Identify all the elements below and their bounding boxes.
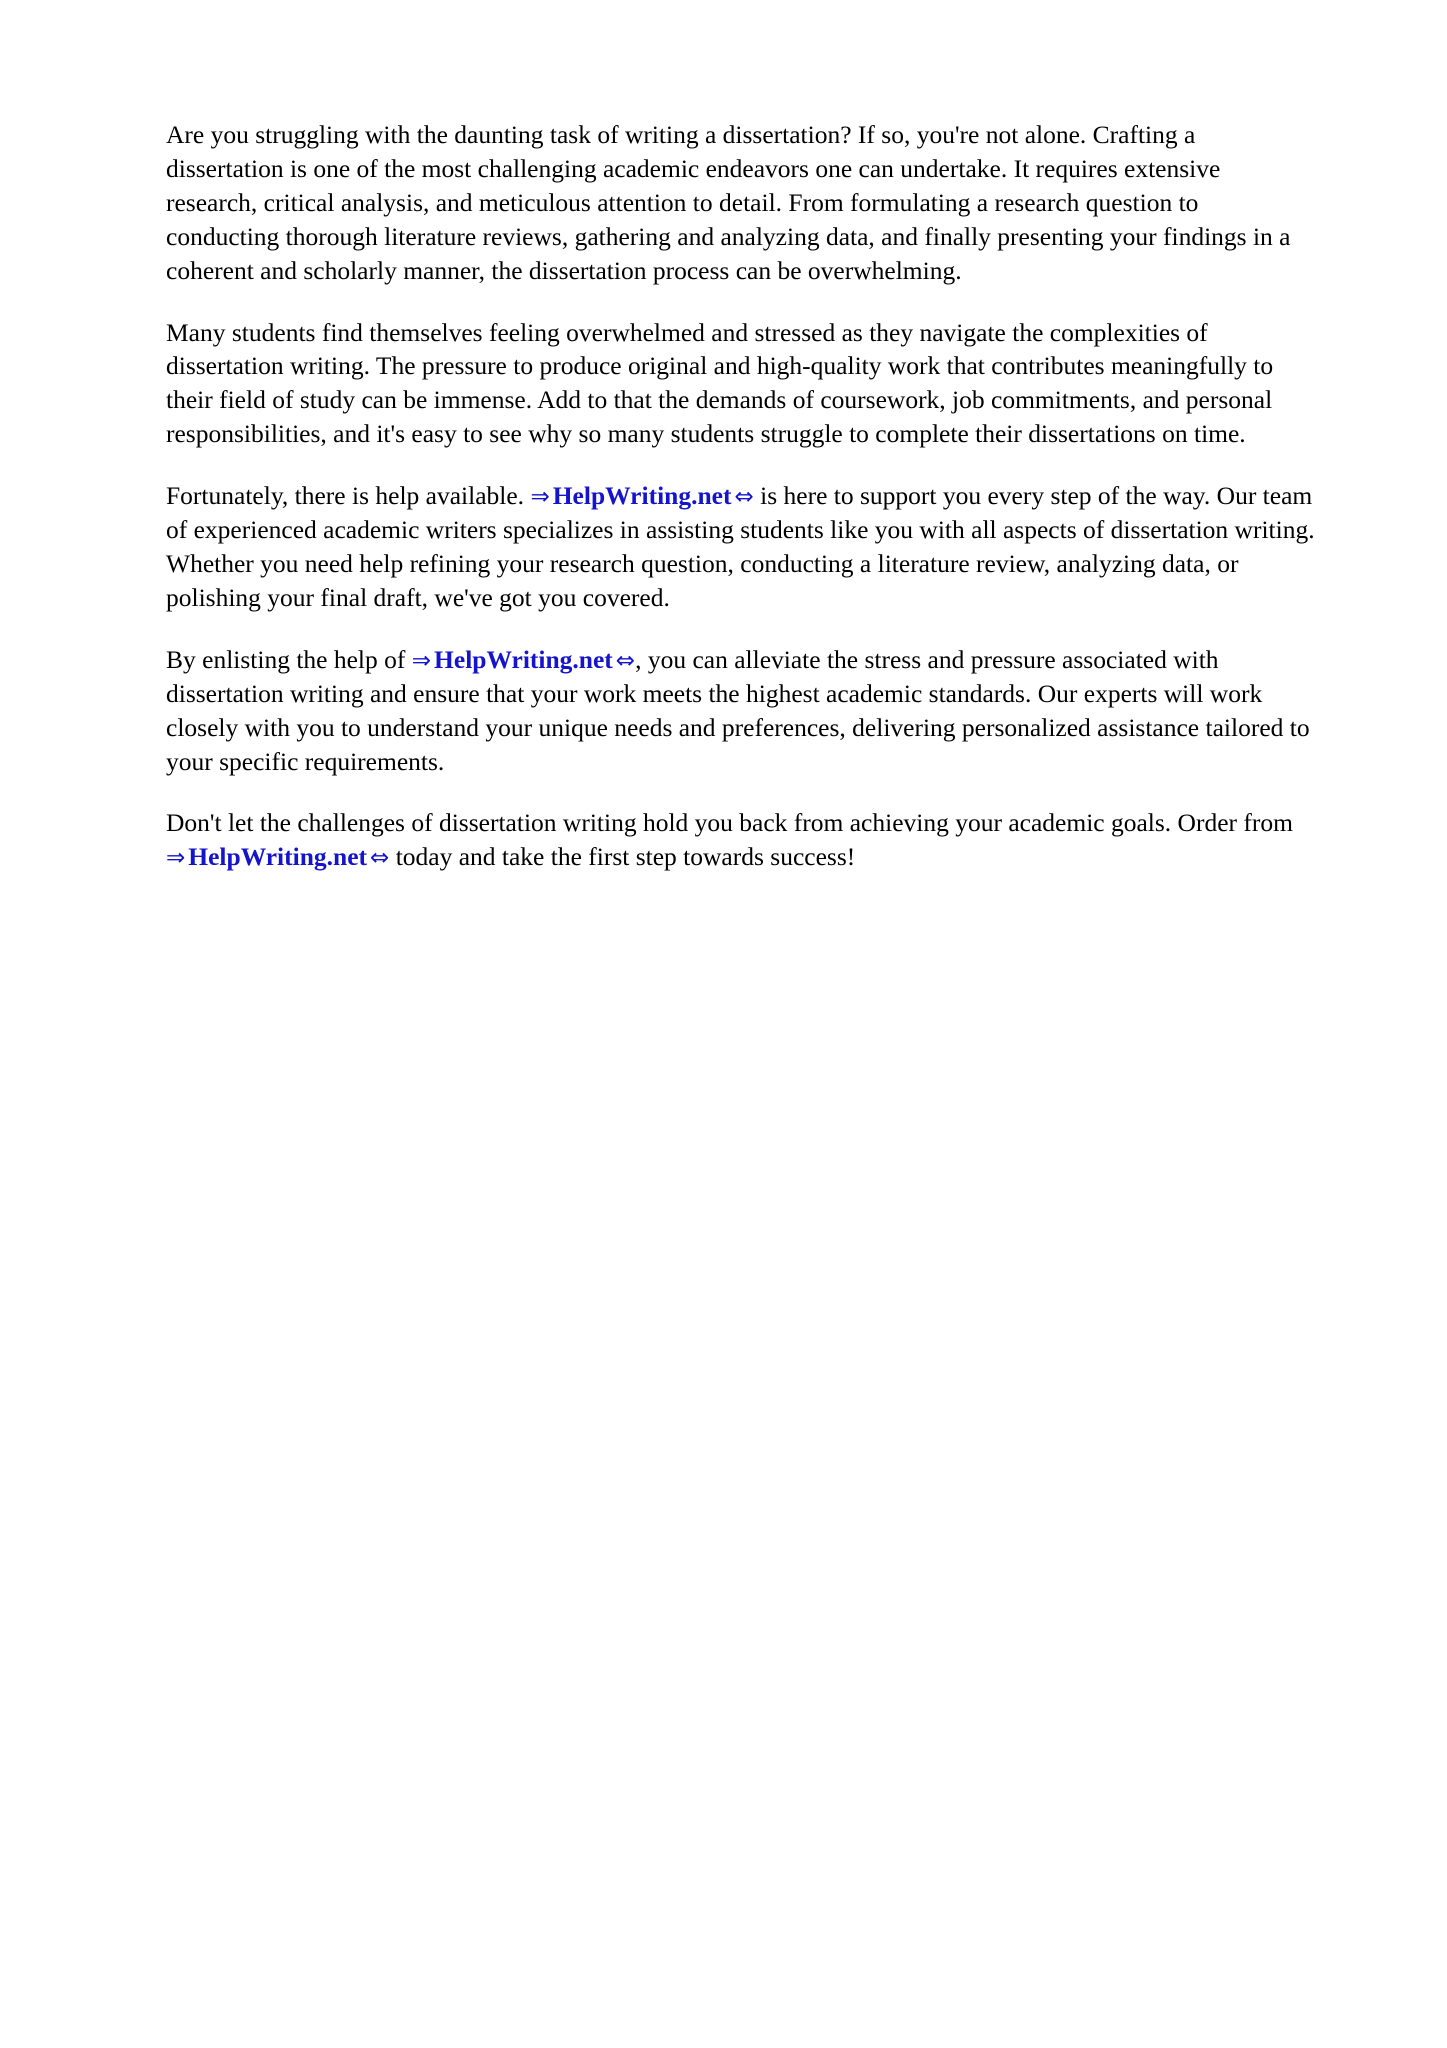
paragraph-1-text: Are you struggling with the daunting task of writing a dissertation? If so, you're not alone. Crafting a dissertation is one of the most challenging academic endeavors one can undertake. It requires extensive research, critical analysis, and meticulous attention to detail. From formulating a research question to conducting thorough literature reviews, gathering and analyzing data, and finally presenting your findings in a coherent and scholarly manner, the dissertation process can be overwhelming.	[166, 120, 1291, 285]
paragraph-5	[166, 806, 1316, 874]
document-body	[166, 118, 1316, 874]
paragraph-2	[166, 316, 1316, 452]
paragraph-5-text-before: Don't let the challenges of dissertation writing hold you back from achieving your academic goals. Order from	[166, 808, 1293, 838]
double-arrow-left-right-icon: ⇔	[370, 845, 390, 872]
paragraph-3	[166, 479, 1316, 615]
paragraph-3-text-after: is here to support you every step of the way. Our team of experienced academic writers specializes in assisting students like you with all aspects of dissertation writing. Whether you need help refining your research question, conducting a literature review, analyzing data, or polishing your final draft, we've got you covered.	[166, 481, 1315, 612]
paragraph-4	[166, 643, 1316, 779]
helpwriting-link[interactable]: HelpWriting.net	[552, 481, 732, 511]
helpwriting-link[interactable]: HelpWriting.net	[188, 842, 368, 872]
double-arrow-left-right-icon: ⇔	[734, 484, 754, 511]
paragraph-3-text-before: Fortunately, there is help available.	[166, 481, 531, 511]
paragraph-4-text-before: By enlisting the help of	[166, 644, 412, 674]
double-arrow-right-icon: ⇒	[411, 647, 432, 674]
paragraph-4-text-after: , you can alleviate the stress and pressure associated with dissertation writing and ensure that your work meets the highest academic standards. Our experts will work closely with you to understand your unique needs and preferences, delivering personalized assistance tailored to your specific requirements.	[166, 644, 1310, 776]
paragraph-5-text-after: today and take the first step towards success!	[389, 842, 856, 872]
double-arrow-right-icon: ⇒	[166, 845, 186, 872]
paragraph-1	[166, 118, 1316, 288]
paragraph-2-text: Many students find themselves feeling overwhelmed and stressed as they navigate the complexities of dissertation writing. The pressure to produce original and high-quality work that contributes meaningfully to their field of study can be immense. Add to that the demands of coursework, job commitments, and personal responsibilities, and it's easy to see why so many students struggle to complete their dissertations on time.	[166, 317, 1274, 449]
double-arrow-right-icon: ⇒	[530, 484, 550, 511]
double-arrow-left-right-icon: ⇔	[615, 647, 636, 674]
helpwriting-link[interactable]: HelpWriting.net	[434, 644, 613, 674]
